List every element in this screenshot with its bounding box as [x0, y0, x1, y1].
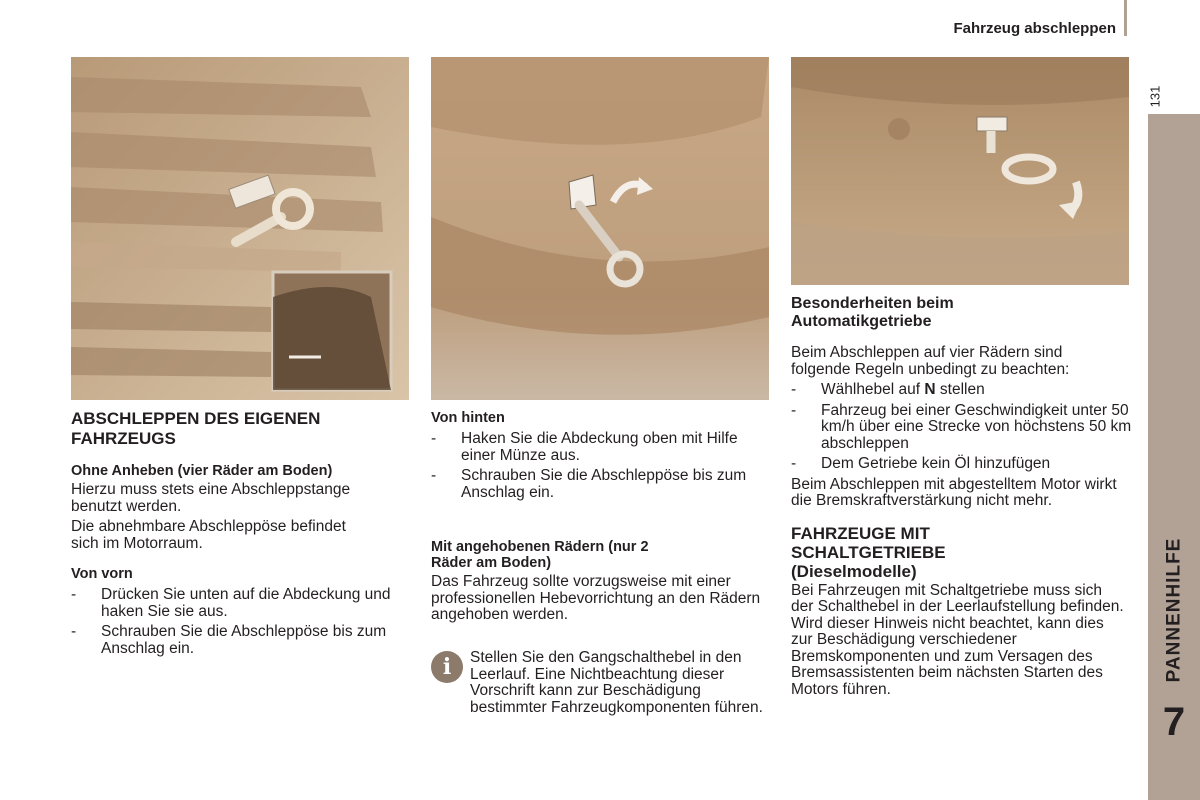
chapter-label: PANNENHILFE: [1163, 537, 1184, 683]
list-item: - Haken Sie die Abdeckung oben mit Hilfe einer Münze aus.: [431, 430, 738, 464]
chapter-number: 7: [1162, 700, 1186, 744]
automatic-rules-list: [791, 382, 1136, 473]
subheading-rear: Von hinten: [431, 410, 505, 426]
paragraph: Beim Abschleppen mit abgestelltem Motor wirkt die Bremskraftverstärkung nicht mehr.: [791, 475, 1117, 509]
subheading-no-lift: Ohne Anheben (vier Räder am Boden): [71, 463, 333, 479]
paragraph: Hierzu muss stets eine Abschleppstange benutzt werden.: [71, 481, 351, 515]
rear-steps-list: [431, 431, 766, 501]
subheading-lifted: Mit angehobenen Rädern (nur 2 Räder am Boden): [431, 539, 649, 571]
manual-gearbox-heading: FAHRZEUGE MIT SCHALTGETRIEBE (Dieselmodelle): [791, 523, 946, 581]
paragraph: Beim Abschleppen auf vier Rädern sind folgende Regeln unbedingt zu beachten:: [791, 344, 1070, 378]
list-item: - Drücken Sie unten auf die Abdeckung und haken Sie sie aus.: [71, 586, 391, 620]
header-divider: [1124, 0, 1127, 36]
list-item: - Schrauben Sie die Abschleppöse bis zum Anschlag ein.: [431, 467, 747, 501]
front-steps-list: [71, 587, 391, 657]
automatic-heading: Besonderheiten beim Automatikgetriebe: [791, 295, 954, 330]
paragraph: Das Fahrzeug sollte vorzugsweise mit einer professionellen Hebevorrichtung an den Rädern angehoben werden.: [431, 573, 761, 623]
paragraph: Bei Fahrzeugen mit Schaltgetriebe muss sich der Schalthebel in der Leerlaufstellung befinden. Wird dieser Hinweis nicht beachtet, kann dies zur Beschädigung verschiedener Bremskomponenten und zum Versagen des Bremsassistenten beim nächsten Starten des Motors führen.: [791, 581, 1124, 698]
paragraph: Die abnehmbare Abschleppöse befindet sich im Motorraum.: [71, 518, 346, 552]
front-towing-eye-photo: [71, 57, 409, 400]
list-item: - Fahrzeug bei einer Geschwindigkeit unter 50 km/h über eine Strecke von höchstens 50 km abschleppen: [791, 401, 1132, 452]
column-3: [791, 295, 1136, 698]
column-1: [71, 409, 411, 657]
gear-neutral-note: Stellen Sie den Gangschalthebel in den Leerlauf. Eine Nichtbeachtung dieser Vorschrift kann zur Beschädigung bestimmter Fahrzeugkomponenten führen.: [470, 649, 763, 716]
rear-towing-eye-photo: [431, 57, 769, 400]
column-2: [431, 410, 771, 624]
automatic-towing-eye-photo: [791, 57, 1129, 285]
list-item: - Dem Getriebe kein Öl hinzufügen: [791, 455, 1051, 472]
section-heading: ABSCHLEPPEN DES EIGENEN FAHRZEUGS: [71, 409, 321, 448]
list-item: - Schrauben Sie die Abschleppöse bis zum Anschlag ein.: [71, 623, 387, 657]
info-icon: i: [431, 651, 463, 683]
list-item: - Wählhebel auf N stellen: [791, 381, 985, 398]
page-number: 131: [1147, 85, 1163, 107]
subheading-front: Von vorn: [71, 566, 133, 582]
section-title: Fahrzeug abschleppen: [953, 20, 1116, 37]
